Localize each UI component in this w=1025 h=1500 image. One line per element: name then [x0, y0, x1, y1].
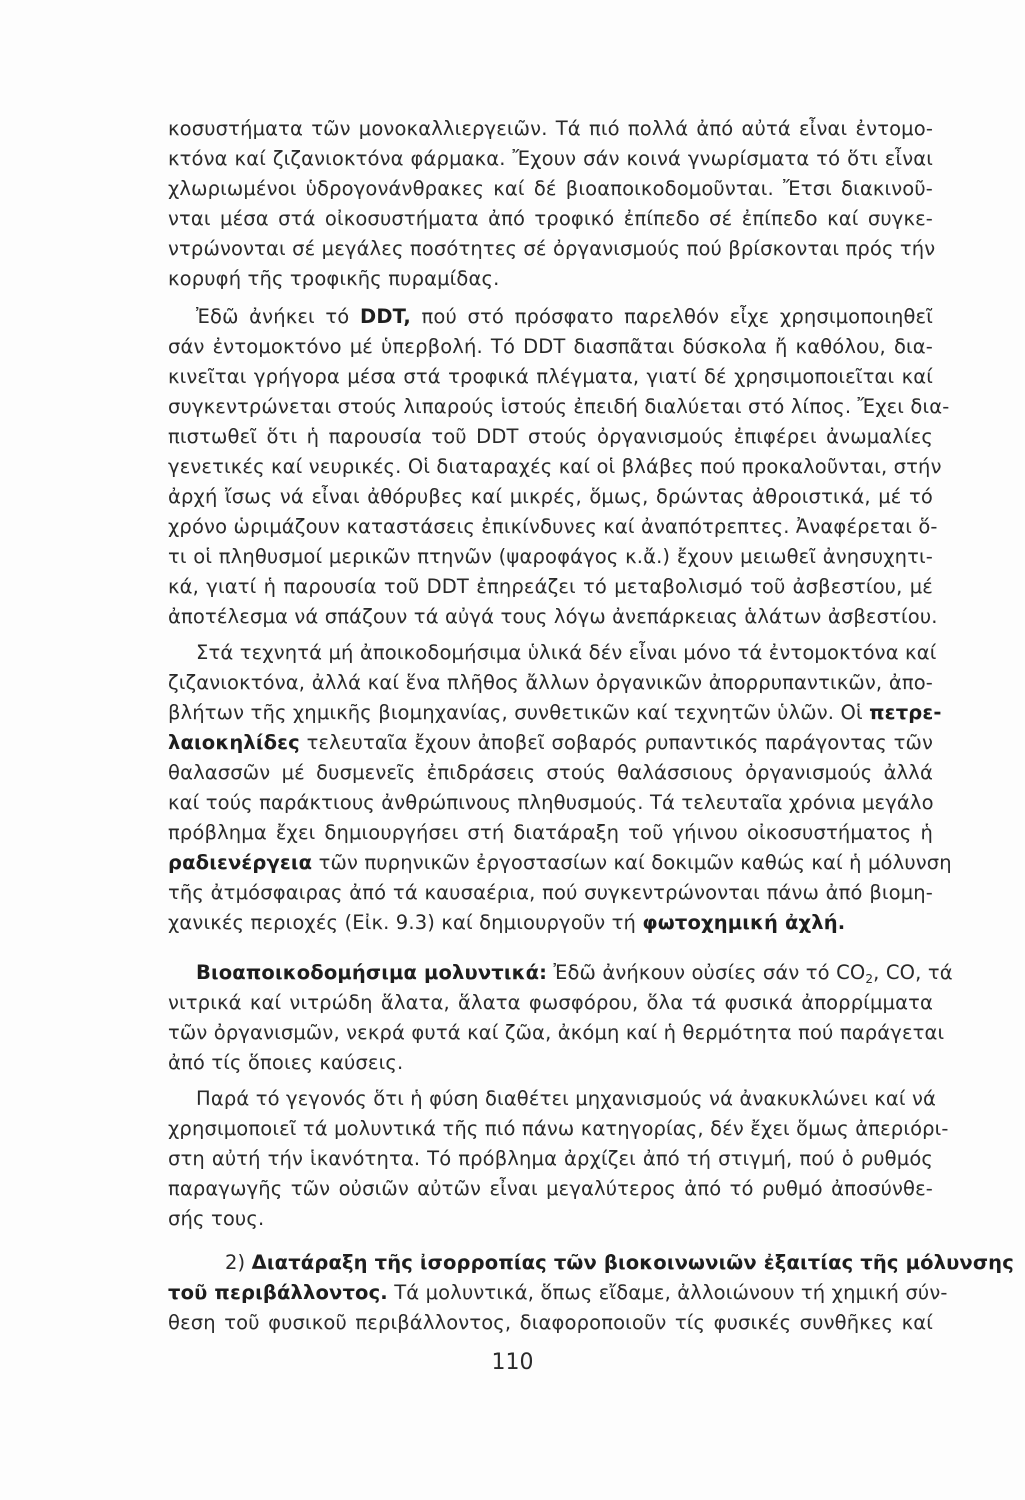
- section-heading: Διατάραξη τῆς ἰσορροπίας τῶν βιοκοινωνιῶν ἐξαιτίας τῆς μόλυνσης: [251, 1251, 1014, 1274]
- text-line: τῶν ὀργανισμῶν, νεκρά φυτά καί ζῶα, ἀκόμη καί ἡ θερμότητα πού παράγεται: [168, 1021, 945, 1044]
- subscript: 2: [865, 972, 874, 986]
- text-run: τελευταῖα ἔχουν ἀποβεῖ σοβαρός ρυπαντικός παράγοντας τῶν: [299, 731, 933, 754]
- section-term-bioapoikodomisima: Βιοαποικοδομήσιμα μολυντικά:: [196, 961, 548, 984]
- text-line: πιστωθεῖ ὅτι ἡ παρουσία τοῦ DDT στούς ὀργανισμούς ἐπιφέρει ἀνωμαλίες: [168, 425, 933, 448]
- text-line: ἀποτέλεσμα νά σπάζουν τά αὐγά τους λόγω ἀνεπάρκειας ἁλάτων ἀσβεστίου.: [168, 605, 938, 628]
- text-line: χλωριωμένοι ὑδρογονάνθρακες καί δέ βιοαποικοδομοῦνται. Ἔτσι διακινοῦ-: [168, 177, 933, 200]
- text-line: συγκεντρώνεται στούς λιπαρούς ἱστούς ἐπειδή διαλύεται στό λίπος. Ἔχει δια-: [168, 395, 950, 418]
- text-run: Τά μολυντικά, ὅπως εἴδαμε, ἀλλοιώνουν τή χημική σύν-: [387, 1281, 948, 1304]
- text-run: , CO, τά: [873, 961, 953, 984]
- bold-term-petrelaiokilides: πετρε-: [869, 701, 942, 724]
- text-line: [168, 848, 952, 878]
- text-line: κινεῖται γρήγορα μέσα στά τροφικά πλέγματα, γιατί δέ χρησιμοποιεῖται καί: [168, 365, 933, 388]
- text-line: [196, 302, 933, 332]
- text-line: σής τους.: [168, 1207, 265, 1230]
- text-line: πρόβλημα ἔχει δημιουργήσει στή διατάραξη τοῦ γήινου οἰκοσυστήματος ἡ: [168, 821, 933, 844]
- text-run: πού στό πρόσφατο παρελθόν εἶχε χρησιμοποιηθεῖ: [410, 305, 933, 328]
- text-run: χανικές περιοχές (Εἰκ. 9.3) καί δημιουργοῦν τή: [168, 911, 643, 934]
- text-line: [196, 958, 953, 988]
- text-line: κτόνα καί ζιζανιοκτόνα φάρμακα. Ἔχουν σάν κοινά γνωρίσματα τό ὅτι εἶναι: [168, 147, 933, 170]
- bold-term-radienergeia: ραδιενέργεια: [168, 851, 313, 874]
- text-line: θεση τοῦ φυσικοῦ περιβάλλοντος, διαφοροποιοῦν τίς φυσικές συνθῆκες καί: [168, 1311, 933, 1334]
- text-line: χρόνο ὡριμάζουν καταστάσεις ἐπικίνδυνες καί ἀναπότρεπτες. Ἀναφέρεται ὅ-: [168, 515, 938, 538]
- text-run: Ἐδῶ ἀνήκουν οὐσίες σάν τό CO: [547, 961, 866, 984]
- text-line: τῆς ἀτμόσφαιρας ἀπό τά καυσαέρια, πού συγκεντρώνονται πάνω ἀπό βιομη-: [168, 881, 933, 904]
- text-line: ζιζανιοκτόνα, ἀλλά καί ἕνα πλῆθος ἄλλων ὀργανικῶν ἀπορρυπαντικῶν, ἀπο-: [168, 671, 933, 694]
- page-number: 110: [491, 1350, 534, 1375]
- text-line: θαλασσῶν μέ δυσμενεῖς ἐπιδράσεις στούς θαλάσσιους ὀργανισμούς ἀλλά: [168, 761, 933, 784]
- text-line: τι οἱ πληθυσμοί μερικῶν πτηνῶν (ψαροφάγος κ.ἄ.) ἔχουν μειωθεῖ ἀνησυχητι-: [168, 545, 933, 568]
- text-run: βλήτων τῆς χημικῆς βιομηχανίας, συνθετικῶν καί τεχνητῶν ὑλῶν. Οἱ: [168, 701, 870, 724]
- text-line: νται μέσα στά οἰκοσυστήματα ἀπό τροφικό ἐπίπεδο σέ ἐπίπεδο καί συγκε-: [168, 207, 933, 230]
- text-line: Στά τεχνητά μή ἀποικοδομήσιμα ὑλικά δέν εἶναι μόνο τά ἐντομοκτόνα καί: [196, 641, 937, 664]
- text-line: ντρώνονται σέ μεγάλες ποσότητες σέ ὀργανισμούς πού βρίσκονται πρός τήν: [168, 237, 936, 260]
- text-line: χρησιμοποιεῖ τά μολυντικά τῆς πιό πάνω κατηγορίας, δέν ἔχει ὅμως ἀπεριόρι-: [168, 1117, 949, 1140]
- section-heading: τοῦ περιβάλλοντος.: [168, 1281, 388, 1304]
- text-line: [168, 728, 933, 758]
- text-line: νιτρικά καί νιτρώδη ἅλατα, ἅλατα φωσφόρου, ὅλα τά φυσικά ἀπορρίμματα: [168, 991, 933, 1014]
- text-line: [168, 1278, 948, 1308]
- text-line: στη αὐτή τήν ἱκανότητα. Τό πρόβλημα ἀρχίζει ἀπό τή στιγμή, πού ὁ ρυθμός: [168, 1147, 933, 1170]
- list-number: 2): [225, 1251, 252, 1274]
- bold-term-fotochimiki-achli: φωτοχημική ἀχλή.: [642, 911, 846, 934]
- text-line: κά, γιατί ἡ παρουσία τοῦ DDT ἐπηρεάζει τό μεταβολισμό τοῦ ἀσβεστίου, μέ: [168, 575, 933, 598]
- text-run: τῶν πυρηνικῶν ἐργοστασίων καί δοκιμῶν καθώς καί ἡ μόλυνση: [312, 851, 952, 874]
- text-line: Παρά τό γεγονός ὅτι ἡ φύση διαθέτει μηχανισμούς νά ἀνακυκλώνει καί νά: [196, 1087, 936, 1110]
- bold-term-petrelaiokilides: λαιοκηλίδες: [168, 731, 300, 754]
- text-line: ἀπό τίς ὅποιες καύσεις.: [168, 1051, 404, 1074]
- text-line: [225, 1248, 1014, 1278]
- text-line: γενετικές καί νευρικές. Οἱ διαταραχές καί οἱ βλάβες πού προκαλοῦνται, στήν: [168, 455, 942, 478]
- text-line: [168, 698, 942, 728]
- text-line: ἀρχή ἴσως νά εἶναι ἀθόρυβες καί μικρές, ὅμως, δρώντας ἀθροιστικά, μέ τό: [168, 485, 933, 508]
- text-line: κοσυστήματα τῶν μονοκαλλιεργειῶν. Τά πιό πολλά ἀπό αὐτά εἶναι ἐντομο-: [168, 117, 933, 140]
- text-line: παραγωγῆς τῶν οὐσιῶν αὐτῶν εἶναι μεγαλύτερος ἀπό τό ρυθμό ἀποσύνθε-: [168, 1177, 933, 1200]
- bold-term-ddt: DDT,: [359, 305, 411, 328]
- text-line: [168, 908, 933, 938]
- text-line: κορυφή τῆς τροφικῆς πυραμίδας.: [168, 267, 500, 290]
- text-line: καί τούς παράκτιους ἀνθρώπινους πληθυσμούς. Τά τελευταῖα χρόνια μεγάλο: [168, 791, 934, 814]
- text-line: σάν ἐντομοκτόνο μέ ὑπερβολή. Τό DDT διασπᾶται δύσκολα ἤ καθόλου, δια-: [168, 335, 933, 358]
- text-run: Ἐδῶ ἀνήκει τό: [196, 305, 360, 328]
